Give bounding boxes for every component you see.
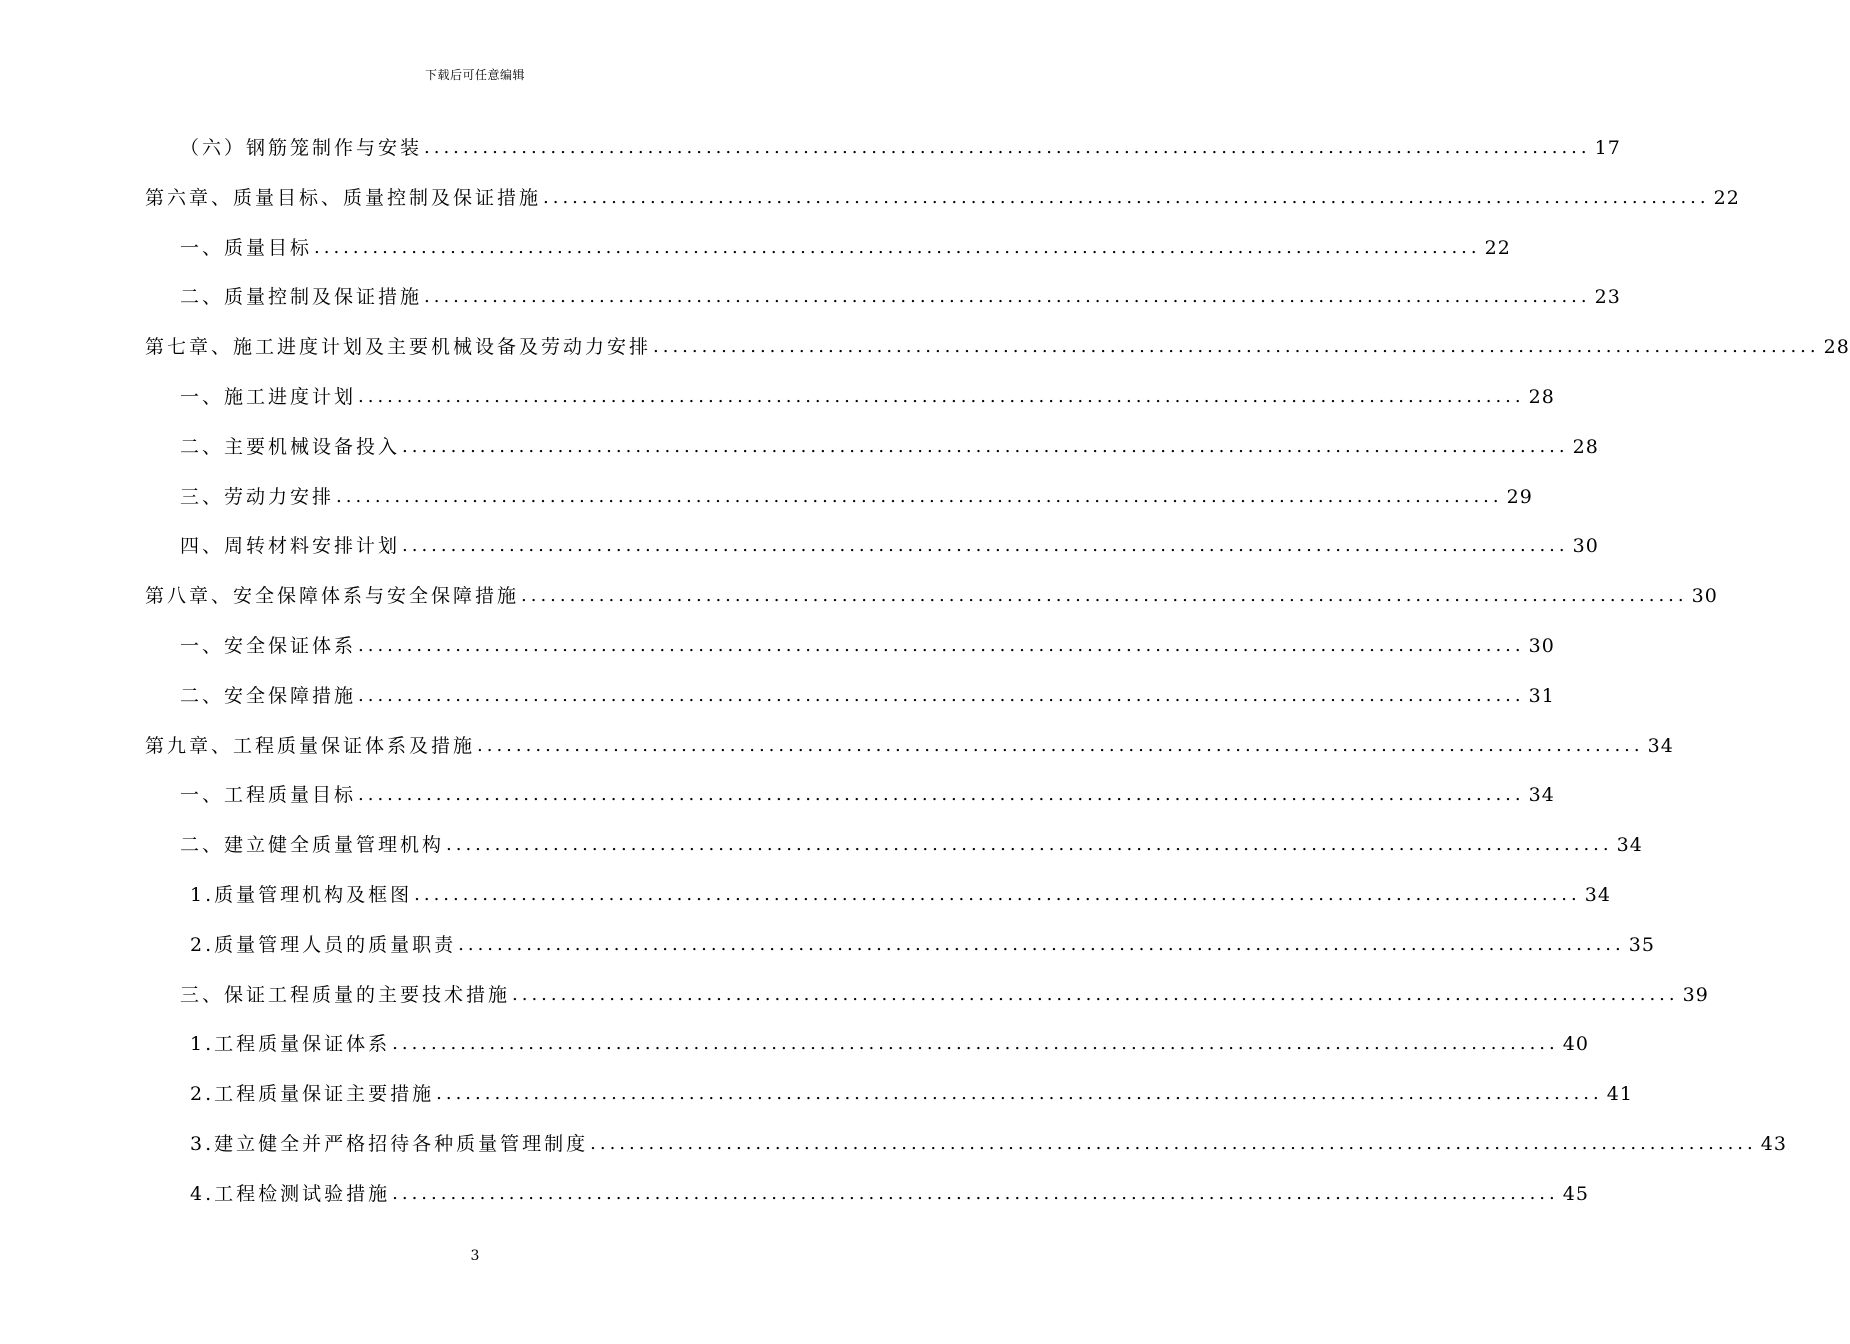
toc-entry-page: 23 [1594, 286, 1621, 309]
toc-entry-page: 34 [1616, 834, 1643, 857]
toc-leader-dots: ........................................................................................................................ [590, 1133, 1757, 1154]
toc-leader-dots: ........................................................................................................................ [358, 635, 1525, 656]
toc-entry-page: 28 [1572, 435, 1599, 458]
toc-leader-dots: ........................................................................................................................ [424, 286, 1591, 308]
toc-leader-dots: ........................................................................................................................ [402, 435, 1569, 457]
toc-entry[interactable] [145, 178, 1740, 218]
toc-entry-label: 一、质量目标 [180, 236, 313, 259]
toc-entry[interactable] [180, 128, 1621, 168]
toc-entry-label: 三、保证工程质量的主要技术措施 [180, 983, 511, 1006]
toc-leader-dots: ........................................................................................................................ [358, 784, 1525, 806]
toc-entry[interactable] [190, 875, 1611, 915]
toc-entry-page: 28 [1528, 386, 1555, 408]
toc-entry[interactable] [180, 676, 1555, 716]
toc-entry-page: 30 [1528, 635, 1555, 657]
toc-leader-dots: ........................................................................................................................ [477, 734, 1644, 756]
toc-leader-dots: ........................................................................................................................ [414, 884, 1581, 905]
toc-entry-page: 41 [1606, 1083, 1633, 1106]
toc-leader-dots: ........................................................................................................................ [424, 137, 1591, 158]
toc-entry-page: 34 [1647, 734, 1674, 757]
toc-entry[interactable] [190, 1124, 1787, 1164]
toc-entry[interactable] [190, 1174, 1589, 1214]
toc-entry-label: 三、劳动力安排 [180, 485, 335, 508]
toc-entry[interactable] [180, 427, 1599, 467]
toc-entry-label: 一、施工进度计划 [180, 386, 357, 408]
toc-entry[interactable] [180, 626, 1555, 666]
toc-leader-dots: ........................................................................................................................ [336, 485, 1503, 507]
toc-entry-label: 1.工程质量保证体系 [190, 1033, 391, 1056]
toc-entry-page: 39 [1682, 983, 1709, 1006]
toc-entry[interactable] [180, 825, 1643, 865]
toc-entry-page: 40 [1562, 1033, 1589, 1056]
toc-entry-label: 第七章、施工进度计划及主要机械设备及劳动力安排 [145, 336, 652, 359]
toc-entry[interactable] [180, 526, 1599, 566]
toc-entry-label: 4.工程检测试验措施 [190, 1182, 391, 1205]
toc-leader-dots: ........................................................................................................................ [402, 535, 1569, 557]
page-number: 3 [470, 1248, 480, 1264]
toc-leader-dots: ........................................................................................................................ [392, 1033, 1559, 1055]
toc-leader-dots: ........................................................................................................................ [446, 834, 1613, 856]
toc-entry-page: 28 [1823, 336, 1850, 359]
toc-entry-page: 22 [1484, 236, 1511, 259]
toc-entry[interactable] [145, 576, 1718, 616]
toc-leader-dots: ........................................................................................................................ [392, 1182, 1559, 1204]
toc-entry[interactable] [180, 775, 1555, 815]
toc-leader-dots: ........................................................................................................................ [521, 585, 1688, 607]
toc-entry-label: 一、工程质量目标 [180, 784, 357, 807]
toc-entry-label: 第六章、质量目标、质量控制及保证措施 [145, 186, 542, 209]
toc-entry-label: 第八章、安全保障体系与安全保障措施 [145, 585, 520, 608]
toc-entry-page: 31 [1528, 684, 1555, 707]
page-header: 下载后可任意编辑 [424, 68, 525, 82]
toc-entry[interactable] [145, 327, 1850, 367]
toc-entry-page: 22 [1713, 186, 1740, 209]
toc-entry-label: 二、建立健全质量管理机构 [180, 834, 445, 857]
toc-entry[interactable] [190, 1024, 1589, 1064]
toc-leader-dots: ........................................................................................................................ [543, 186, 1710, 208]
toc-leader-dots: ........................................................................................................................ [512, 983, 1679, 1005]
toc-leader-dots: ........................................................................................................................ [314, 236, 1481, 258]
toc-entry[interactable] [180, 277, 1621, 317]
toc-entry-page: 30 [1572, 535, 1599, 558]
toc-entry-page: 17 [1594, 137, 1621, 159]
toc-entry[interactable] [180, 377, 1555, 417]
toc-entry[interactable] [190, 1074, 1633, 1114]
toc-entry-label: （六）钢筋笼制作与安装 [180, 137, 423, 159]
toc-leader-dots: ........................................................................................................................ [358, 386, 1525, 407]
toc-entry[interactable] [180, 975, 1709, 1015]
toc-entry[interactable] [190, 925, 1655, 965]
toc-entry-label: 3.建立健全并严格招待各种质量管理制度 [190, 1133, 589, 1155]
toc-leader-dots: ........................................................................................................................ [458, 933, 1625, 955]
toc-entry-label: 2.工程质量保证主要措施 [190, 1083, 435, 1106]
toc-entry-page: 43 [1760, 1133, 1787, 1155]
toc-entry[interactable] [180, 477, 1533, 517]
toc-entry-page: 34 [1584, 884, 1611, 906]
toc-entry-label: 二、质量控制及保证措施 [180, 286, 423, 309]
toc-entry[interactable] [180, 228, 1511, 268]
toc-entry-page: 34 [1528, 784, 1555, 807]
toc-entry-label: 四、周转材料安排计划 [180, 535, 401, 558]
toc-entry-page: 45 [1562, 1182, 1589, 1205]
toc-entry-page: 30 [1691, 585, 1718, 608]
toc-entry-label: 第九章、工程质量保证体系及措施 [145, 734, 476, 757]
toc-entry-page: 29 [1506, 485, 1533, 508]
toc-entry-label: 二、安全保障措施 [180, 684, 357, 707]
toc-entry-label: 一、安全保证体系 [180, 635, 357, 657]
toc-entry-label: 1.质量管理机构及框图 [190, 884, 413, 906]
toc-leader-dots: ........................................................................................................................ [436, 1083, 1603, 1105]
toc-leader-dots: ........................................................................................................................ [358, 684, 1525, 706]
toc-entry-label: 2.质量管理人员的质量职责 [190, 933, 457, 956]
toc-entry-page: 35 [1628, 933, 1655, 956]
toc-entry[interactable] [145, 726, 1674, 766]
toc-leader-dots: ........................................................................................................................ [653, 336, 1820, 358]
toc-entry-label: 二、主要机械设备投入 [180, 435, 401, 458]
